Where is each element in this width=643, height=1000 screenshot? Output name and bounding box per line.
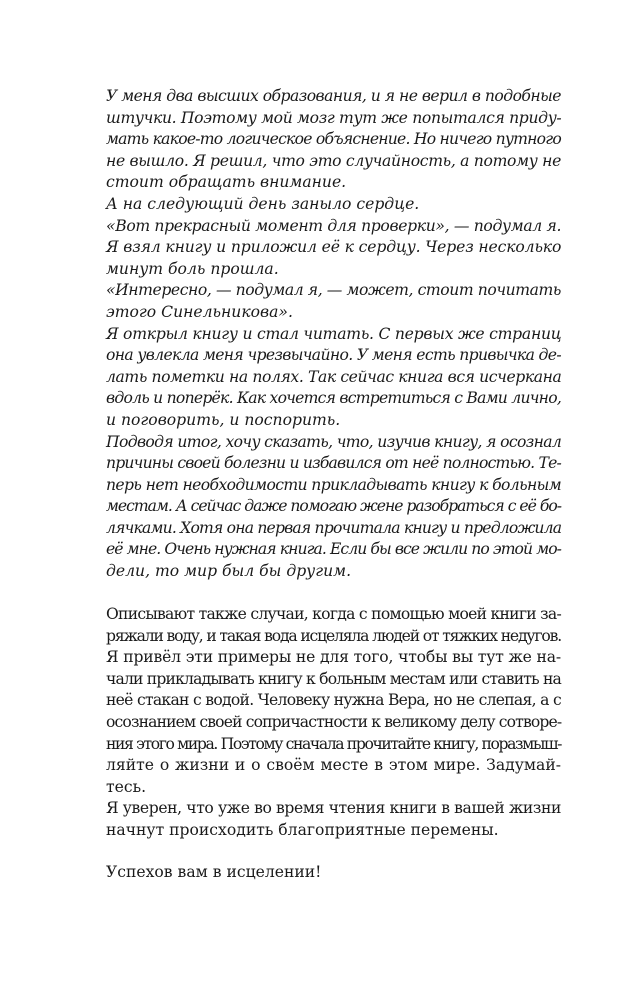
commentary-line: ния этого мира. Поэтому сначала прочитайте книгу, поразмыш- [106, 734, 561, 753]
reader-letter-quote [106, 86, 561, 583]
letter-line: местам. А сейчас даже помогаю жене разобраться с её бо- [106, 497, 561, 516]
commentary-line: Я привёл эти примеры не для того, чтобы вы тут же на- [106, 648, 561, 667]
closing-wish [106, 862, 561, 884]
letter-line: она увлекла меня чрезвычайно. У меня есть привычка де- [106, 346, 561, 365]
letter-line: лячками. Хотя она первая прочитала книгу и предложила [106, 518, 562, 537]
letter-line: «Интересно, — подумал я, — может, стоит почитать [106, 281, 561, 300]
commentary-line: осознанием своей сопричастности к великому делу сотворе- [106, 712, 562, 731]
letter-line: «Вот прекрасный момент для проверки», — подумал я. [106, 216, 562, 235]
letter-line: этого Синельникова». [106, 302, 293, 321]
commentary-line: чали прикладывать книгу к больным местам или ставить на [106, 669, 561, 688]
letter-line: мать какое-то логическое объяснение. Но ничего путного [106, 130, 561, 149]
letter-line: штучки. Поэтому мой мозг тут же попытался приду- [106, 108, 562, 127]
letter-line: вдоль и поперёк. Как хочется встретиться с Вами лично, [106, 389, 562, 408]
letter-line: и поговорить, и поспорить. [106, 410, 341, 429]
letter-line: А на следующий день заныло сердце. [106, 194, 420, 213]
commentary-line: неё стакан с водой. Человеку нужна Вера, но не слепая, а с [106, 691, 561, 710]
author-commentary [106, 604, 561, 842]
letter-line: перь нет необходимости прикладывать книгу к больным [106, 475, 562, 494]
closing-line: Успехов вам в исцелении! [106, 863, 322, 881]
commentary-line: начнут происходить благоприятные перемены. [106, 820, 499, 839]
letter-line: причины своей болезни и избавился от неё полностью. Те- [106, 454, 561, 473]
commentary-line: Описывают также случаи, когда с помощью моей книги за- [106, 605, 561, 623]
letter-line: её мне. Очень нужная книга. Если бы все жили по этой мо- [106, 540, 561, 559]
letter-line: не вышло. Я решил, что это случайность, а потому не [106, 151, 561, 170]
commentary-line: ляйте о жизни и о своём месте в этом мире. Задумай- [106, 756, 561, 775]
letter-line: У меня два высших образования, и я не верил в подобные [106, 87, 561, 105]
letter-line: Я открыл книгу и стал читать. С первых же страниц [106, 324, 562, 343]
commentary-line: Я уверен, что уже во время чтения книги в вашей жизни [106, 799, 562, 818]
letter-line: лать пометки на полях. Так сейчас книга вся исчеркана [106, 367, 562, 386]
commentary-line: ряжали воду, и такая вода исцеляла людей от тяжких недугов. [106, 626, 562, 645]
letter-line: Подводя итог, хочу сказать, что, изучив книгу, я осознал [106, 432, 562, 451]
commentary-line: тесь. [106, 777, 147, 796]
letter-line: минут боль прошла. [106, 259, 279, 278]
letter-line: стоит обращать внимание. [106, 173, 347, 192]
letter-line: дели, то мир был бы другим. [106, 562, 352, 581]
letter-line: Я взял книгу и приложил её к сердцу. Через несколько [106, 238, 562, 257]
